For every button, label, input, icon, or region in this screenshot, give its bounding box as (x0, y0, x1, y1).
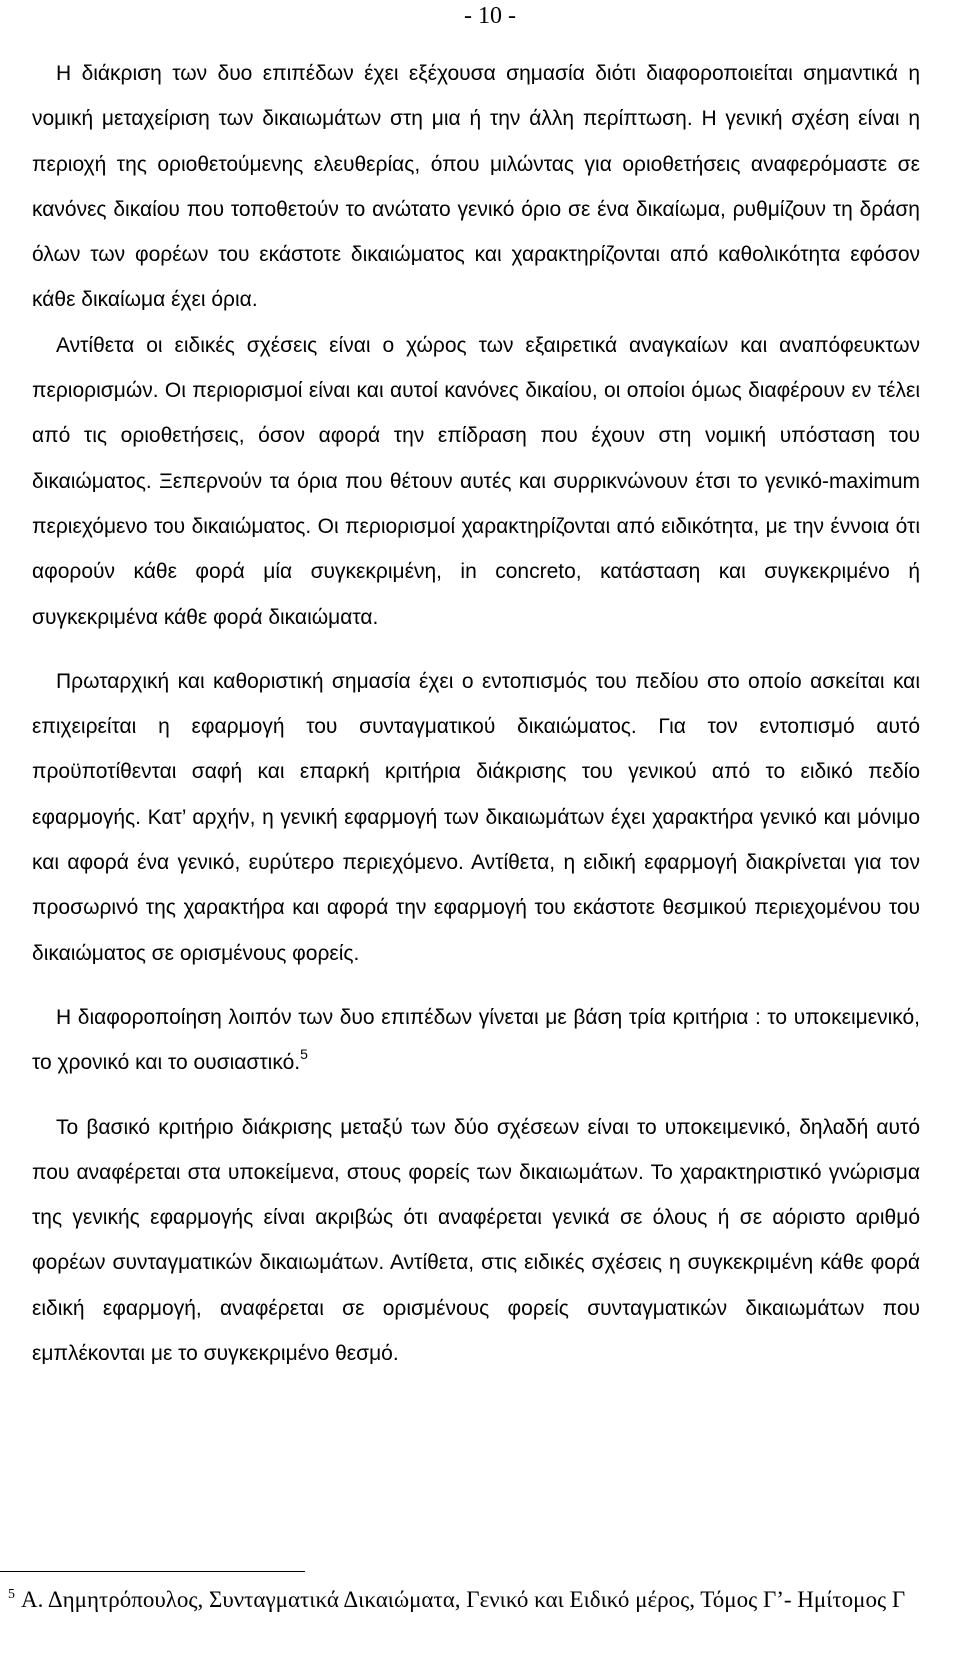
footnote-number: 5 (8, 1587, 15, 1602)
paragraph-2: Αντίθετα οι ειδικές σχέσεις είναι ο χώρος των εξαιρετικά αναγκαίων και αναπόφευκτων περιορισμών. Οι περιορισμοί είναι και αυτοί κανόνες δικαίου, οι οποίοι όμως διαφέρουν εν τέλει από τις οριοθετήσεις, όσον αφορά την επίδραση που έχουν στη νομική υπόσταση του δικαιώματος. Ξεπερνούν τα όρια που θέτουν αυτές και συρρικνώνουν έτσι το γενικό-maximum περιεχόμενο του δικαιώματος. Οι περιορισμοί χαρακτηρίζονται από ειδικότητα, με την έννοια ότι αφορούν κάθε φορά μία συγκεκριμένη, in concreto, κατάσταση και συγκεκριμένο ή συγκεκριμένα κάθε φορά δικαιώματα. (32, 333, 920, 629)
footnote-text: Α. Δημητρόπουλος, Συνταγματικά Δικαιώματα, Γενικό και Ειδικό μέρος, Τόμος Γ’- Ημίτομος Γ (21, 1587, 906, 1612)
paragraph-4 (32, 995, 920, 1086)
footnote (0, 1583, 920, 1617)
paragraph-4-text: Η διαφοροποίηση λοιπόν των δυο επιπέδων γίνεται με βάση τρία κριτήρια : το υποκειμενικό, το χρονικό και το ουσιαστικό. (32, 1005, 920, 1075)
footnote-separator (0, 1571, 305, 1572)
paragraph-1: Η διάκριση των δυο επιπέδων έχει εξέχουσα σημασία διότι διαφοροποιείται σημαντικά η νομική μεταχείριση των δικαιωμάτων στη μια ή την άλλη περίπτωση. Η γενική σχέση είναι η περιοχή της οριοθετούμενης ελευθερίας, όπου μιλώντας για οριοθετήσεις αναφερόμαστε σε κανόνες δικαίου που τοποθετούν το ανώτατο γενικό όριο σε ένα δικαίωμα, ρυθμίζουν τη δράση όλων των φορέων του εκάστοτε δικαιώματος και χαρακτηρίζονται από καθολικότητα εφόσον κάθε δικαίωμα έχει όρια. (32, 62, 920, 312)
page-number: - 10 - (464, 3, 516, 29)
paragraph-5: Το βασικό κριτήριο διάκρισης μεταξύ των δύο σχέσεων είναι το υποκειμενικό, δηλαδή αυτό που αναφέρεται στα υποκείμενα, στους φορείς των δικαιωμάτων. Το χαρακτηριστικό γνώρισμα της γενικής εφαρμογής είναι ακριβώς ότι αναφέρεται γενικά σε όλους ή σε αόριστο αριθμό φορέων συνταγματικών δικαιωμάτων. Αντίθετα, στις ειδικές σχέσεις η συγκεκριμένη κάθε φορά ειδική εφαρμογή, αναφέρεται σε ορισμένους φορείς συνταγματικών δικαιωμάτων που εμπλέκονται με το συγκεκριμένο θεσμό. (32, 1115, 920, 1366)
paragraph-3: Πρωταρχική και καθοριστική σημασία έχει ο εντοπισμός του πεδίου στο οποίο ασκείται και επιχειρείται η εφαρμογή του συνταγματικού δικαιώματος. Για τον εντοπισμό αυτό προϋποτίθενται σαφή και επαρκή κριτήρια διάκρισης του γενικού από το ειδικό πεδίο εφαρμογής. Κατ’ αρχήν, η γενική εφαρμογή των δικαιωμάτων έχει χαρακτήρα γενικό και μόνιμο και αφορά ένα γενικό, ευρύτερο περιεχόμενο. Αντίθετα, η ειδική εφαρμογή διακρίνεται για τον προσωρινό της χαρακτήρα και αφορά την εφαρμογή του εκάστοτε θεσμικού περιεχομένου του δικαιώματος σε ορισμένους φορείς. (32, 669, 920, 965)
body-text (32, 51, 920, 1376)
footnote-reference[interactable]: 5 (300, 1046, 308, 1063)
